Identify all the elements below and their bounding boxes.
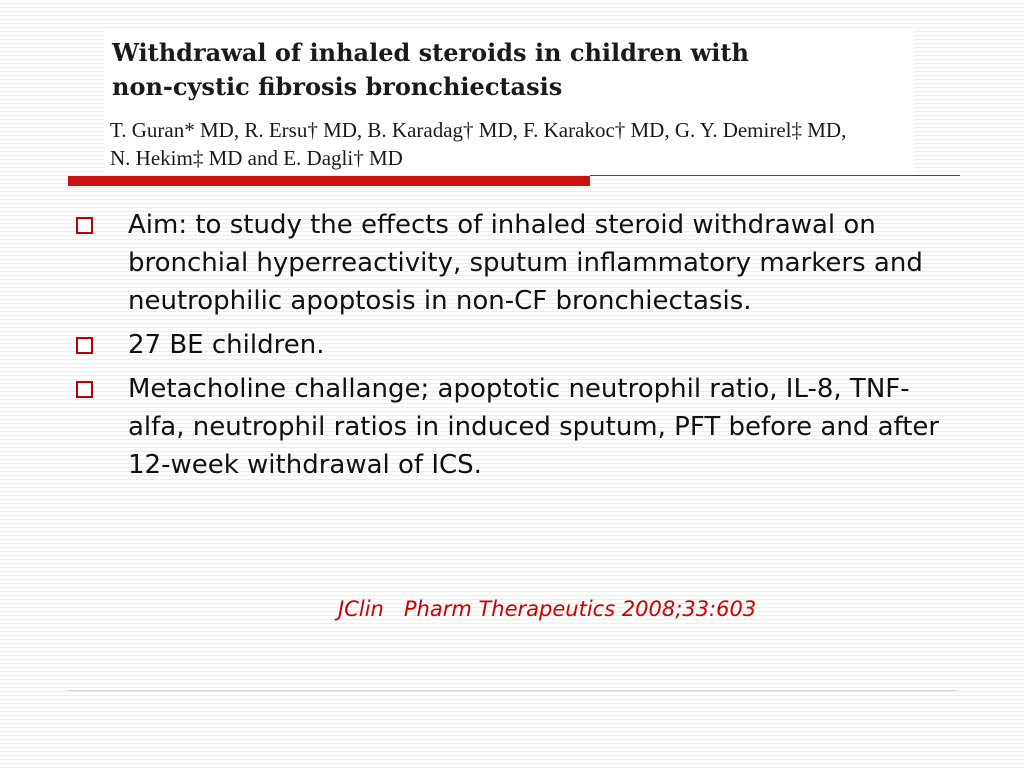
- paper-title-line-1: Withdrawal of inhaled steroids in children with: [112, 38, 749, 67]
- paper-authors-line-1: T. Guran* MD, R. Ersu† MD, B. Karadag† MD, F. Karakoc† MD, G. Y. Demirel‡ MD,: [110, 118, 847, 142]
- title-divider-thick: [68, 176, 590, 186]
- paper-title-line-2: non-cystic fibrosis bronchiectasis: [112, 72, 563, 101]
- bullet-item-methods: [76, 370, 956, 484]
- paper-header-image: [104, 28, 914, 172]
- bullet-text: 27 BE children.: [128, 330, 325, 360]
- bullet-list: [76, 206, 956, 490]
- title-divider-thin: [590, 175, 960, 176]
- square-bullet-icon: [76, 217, 93, 234]
- bullet-text: Aim: to study the effects of inhaled steroid withdrawal on bronchial hyperreactivity, sputum inflammatory markers and neutrophilic apoptosis in non-CF bronchiectasis.: [128, 210, 923, 316]
- citation: JClin Pharm Therapeutics 2008;33:603: [338, 597, 757, 621]
- bullet-item-aim: [76, 206, 956, 320]
- bullet-item-subjects: [76, 326, 956, 364]
- paper-authors-line-2: N. Hekim‡ MD and E. Dagli† MD: [110, 146, 403, 170]
- square-bullet-icon: [76, 337, 93, 354]
- paper-authors: [110, 116, 846, 172]
- paper-title: [112, 36, 749, 104]
- footer-divider: [68, 690, 956, 691]
- square-bullet-icon: [76, 381, 93, 398]
- bullet-text: Metacholine challange; apoptotic neutrophil ratio, IL-8, TNF-alfa, neutrophil ratios in induced sputum, PFT before and after 12-week withdrawal of ICS.: [128, 374, 940, 480]
